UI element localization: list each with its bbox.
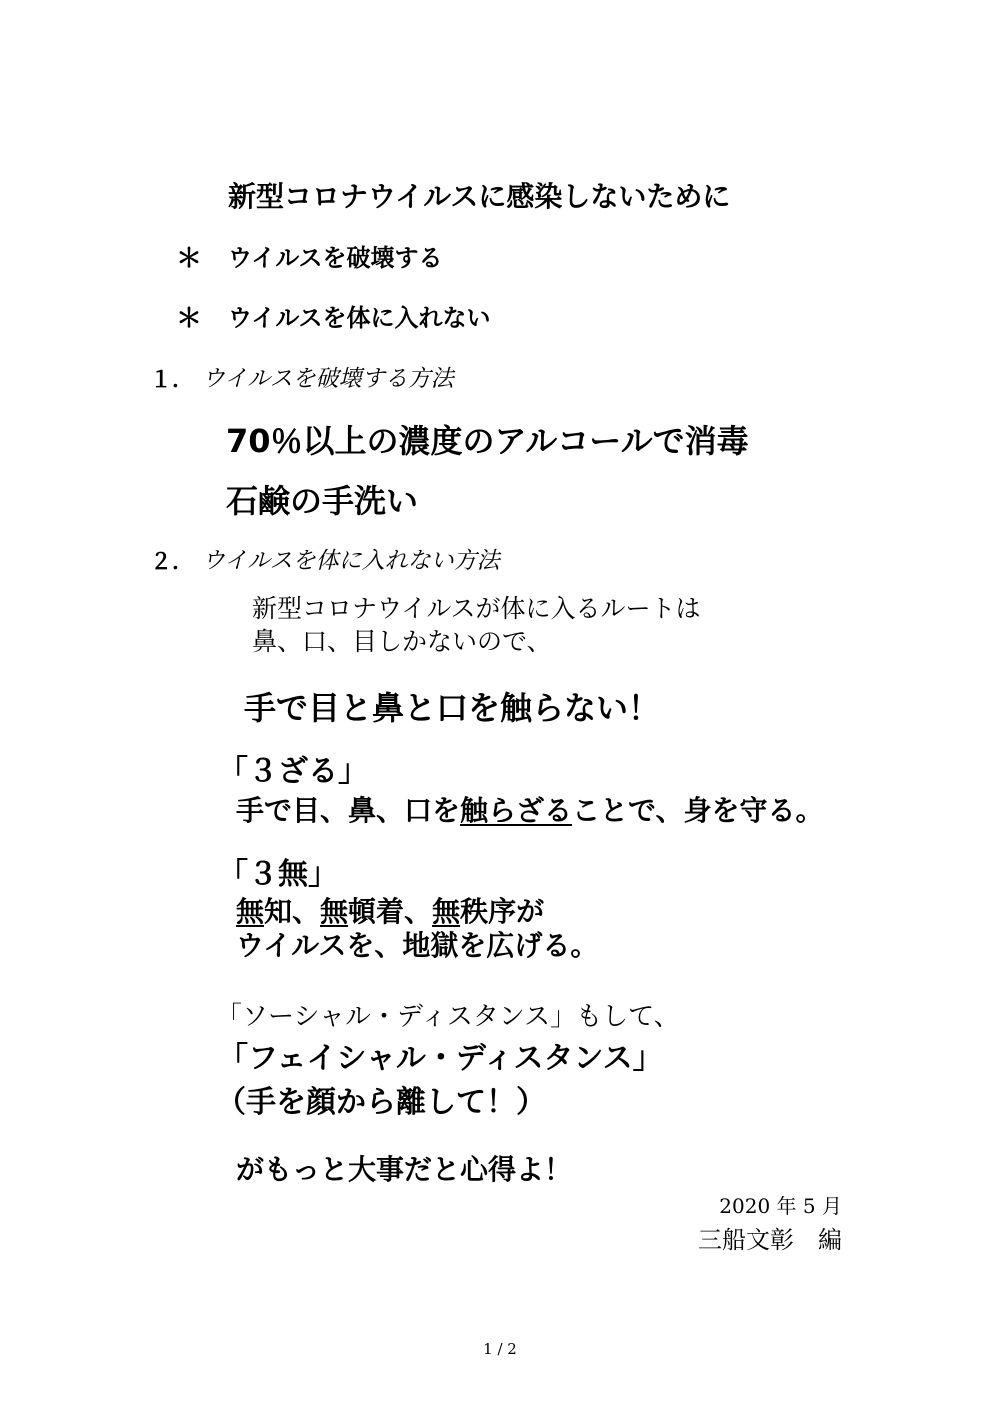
three-mu-line1	[236, 895, 545, 928]
three-zaru-underlined: 触らざる	[460, 794, 573, 827]
document-author: 三船文彰 編	[698, 1226, 842, 1254]
bullet-marker: ＊	[176, 244, 203, 274]
section2-heading: ウイルスを体に入れない方法	[202, 548, 500, 574]
section2-number: ２．	[150, 549, 195, 575]
conclusion-line: がもっと大事だと心得よ！	[236, 1153, 573, 1186]
three-zaru-text-before: 手で目、鼻、口を	[236, 794, 461, 827]
section1-item-alcohol: 70％以上の濃度のアルコールで消毒	[226, 422, 749, 460]
section1-number: １．	[150, 367, 195, 393]
three-zaru-label: 「３ざる」	[218, 754, 368, 789]
bullet-marker: ＊	[176, 304, 203, 334]
page-number: 1 / 2	[483, 1340, 517, 1358]
section1-heading: ウイルスを破壊する方法	[202, 366, 454, 392]
document-title: 新型コロナウイルスに感染しないために	[228, 180, 731, 213]
key-message: 手で目と鼻と口を触らない！	[244, 689, 661, 727]
point-keep-virus-out: ウイルスを体に入れない	[228, 303, 491, 332]
point-destroy-virus: ウイルスを破壊する	[228, 243, 443, 272]
hands-off-face-line: （手を顔から離して！）	[216, 1085, 546, 1120]
three-mu-line2: ウイルスを、地獄を広げる。	[236, 929, 599, 962]
mu-char: 無	[320, 895, 349, 928]
mu-text: 秩序が	[460, 895, 545, 928]
three-mu-label: 「３無」	[218, 857, 338, 892]
section2-intro-line: 新型コロナウイルスが体に入るルートは	[252, 594, 701, 623]
mu-char: 無	[432, 895, 461, 928]
document-date: 2020 年 5 月	[719, 1194, 842, 1218]
three-zaru-text	[236, 794, 824, 827]
mu-text: 頓着、	[348, 895, 433, 928]
facial-distance-line: 「フェイシャル・ディスタンス」	[218, 1041, 663, 1076]
section1-item-soap: 石鹸の手洗い	[226, 482, 419, 520]
three-zaru-text-after: ことで、身を守る。	[572, 794, 824, 827]
mu-text: 知、	[264, 895, 321, 928]
mu-char: 無	[236, 895, 265, 928]
social-distance-line: 「ソーシャル・ディスタンス」もして、	[216, 1002, 680, 1032]
section2-intro-line: 鼻、口、目しかないので、	[252, 627, 552, 656]
